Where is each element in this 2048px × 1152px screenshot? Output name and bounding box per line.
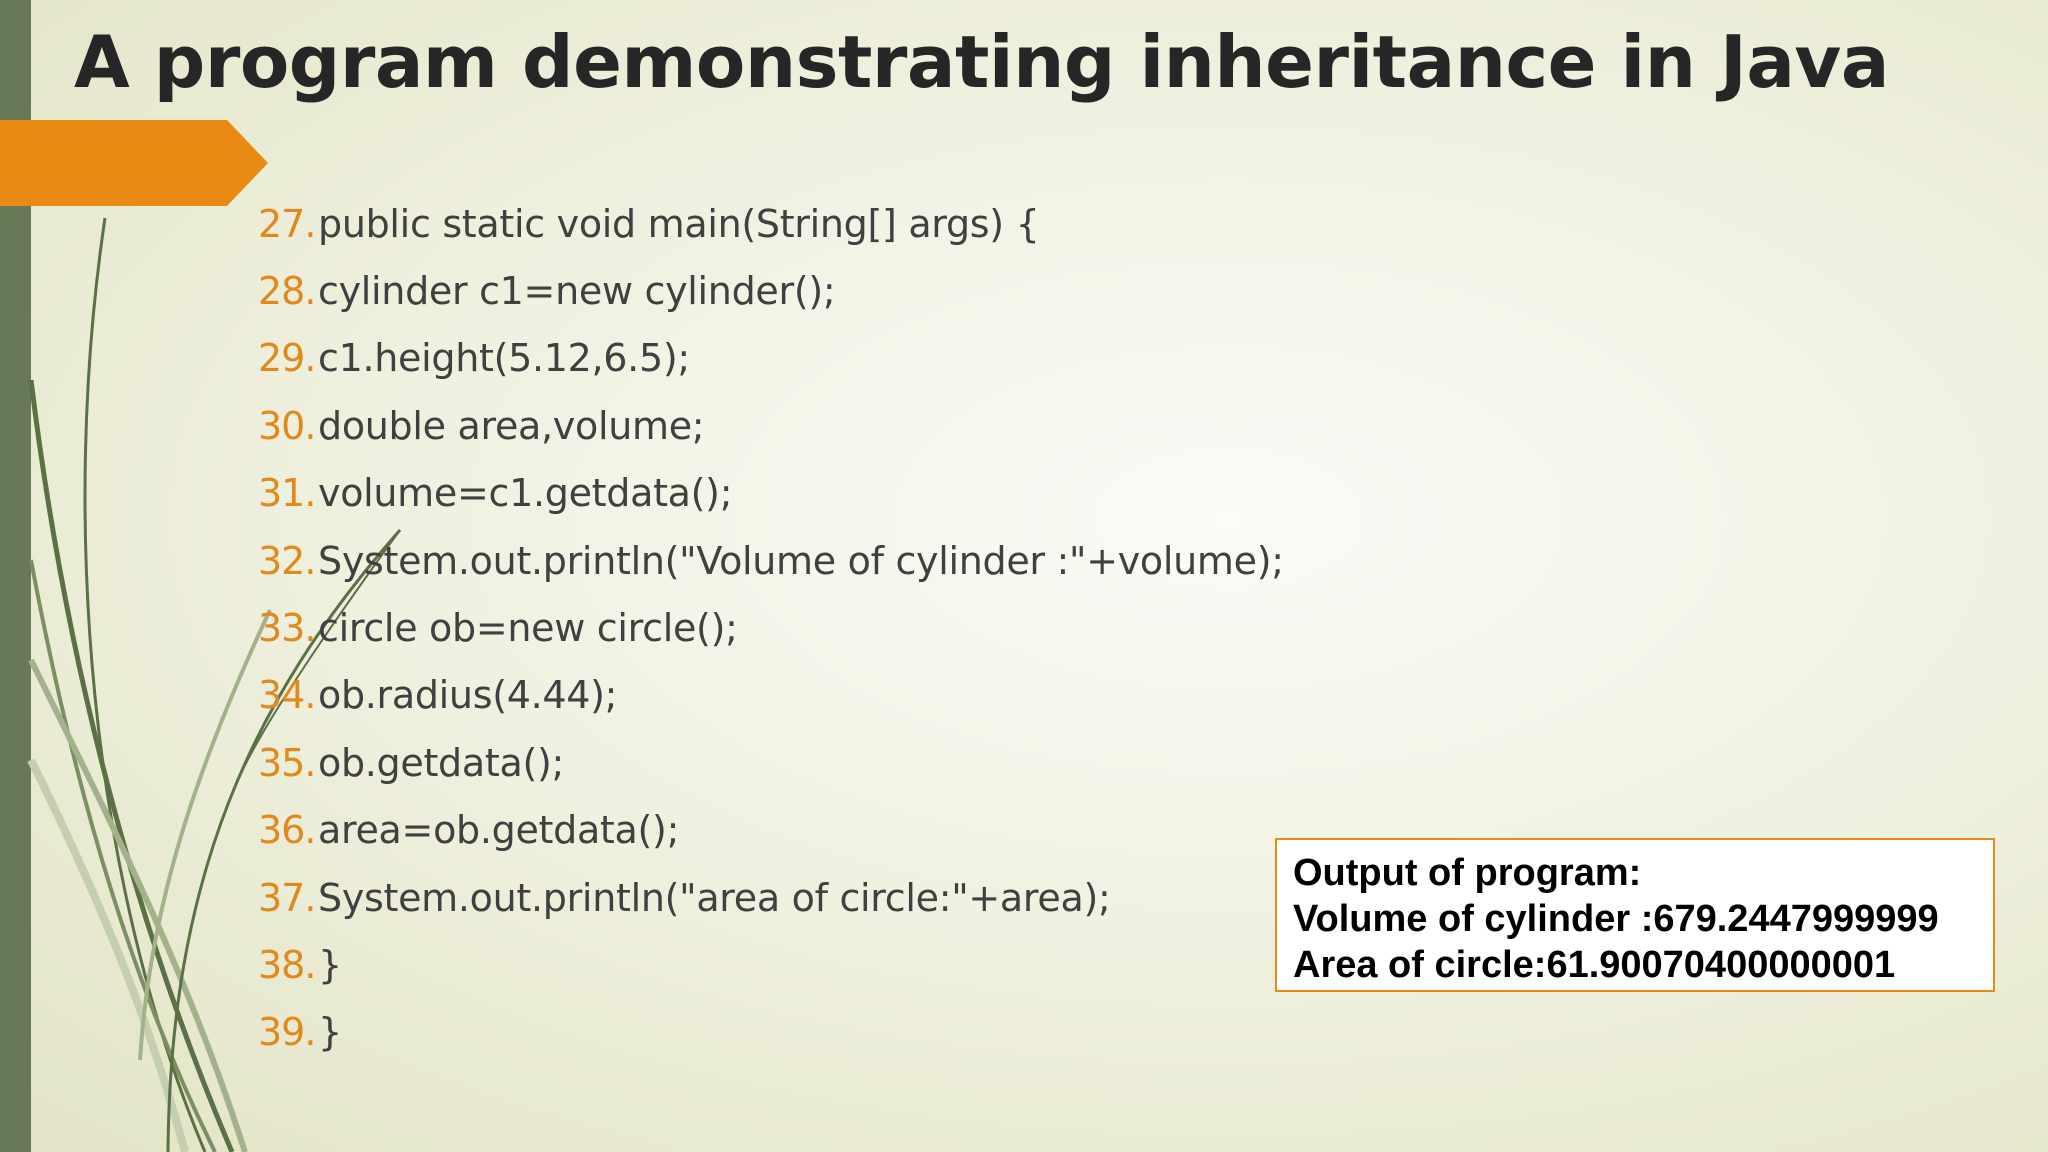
code-line [258,864,1284,931]
line-number: 34. [258,673,316,718]
line-number: 38. [258,942,316,987]
code-text: circle ob=new circle(); [318,606,738,651]
code-text: ob.radius(4.44); [318,673,618,718]
code-line [258,594,1284,661]
code-text: public static void main(String[] args) { [318,201,1040,246]
code-text: System.out.println("Volume of cylinder :"+volume); [318,538,1284,583]
code-line [258,460,1284,527]
code-line [258,190,1284,257]
code-line [258,257,1284,324]
code-text: c1.height(5.12,6.5); [318,336,690,381]
code-text: } [318,942,342,987]
line-number: 39. [258,1010,316,1055]
line-number: 33. [258,606,316,651]
slide-title: A program demonstrating inheritance in Java [74,20,1889,104]
line-number: 36. [258,808,316,853]
output-volume-line: Volume of cylinder :679.2447999999 [1293,898,1939,940]
line-number: 35. [258,740,316,785]
code-listing [258,190,1284,1066]
line-number: 37. [258,875,316,920]
code-text: ob.getdata(); [318,740,564,785]
line-number: 29. [258,336,316,381]
code-text: cylinder c1=new cylinder(); [318,269,836,314]
line-number: 28. [258,269,316,314]
code-text: } [318,1010,342,1055]
code-text: volume=c1.getdata(); [318,471,733,516]
line-number: 31. [258,471,316,516]
code-text: System.out.println("area of circle:"+area); [318,875,1111,920]
code-text: double area,volume; [318,403,705,448]
code-line [258,729,1284,796]
code-line [258,999,1284,1066]
line-number: 30. [258,403,316,448]
program-output-box [1275,838,1995,992]
code-line [258,797,1284,864]
code-text: area=ob.getdata(); [318,808,680,853]
code-line [258,325,1284,392]
code-line [258,662,1284,729]
title-accent-arrow [0,120,268,206]
output-area-line: Area of circle:61.90070400000001 [1293,944,1896,986]
output-heading: Output of program: [1293,852,1642,894]
code-line [258,392,1284,459]
line-number: 27. [258,201,316,246]
line-number: 32. [258,538,316,583]
code-line [258,931,1284,998]
code-line [258,527,1284,594]
